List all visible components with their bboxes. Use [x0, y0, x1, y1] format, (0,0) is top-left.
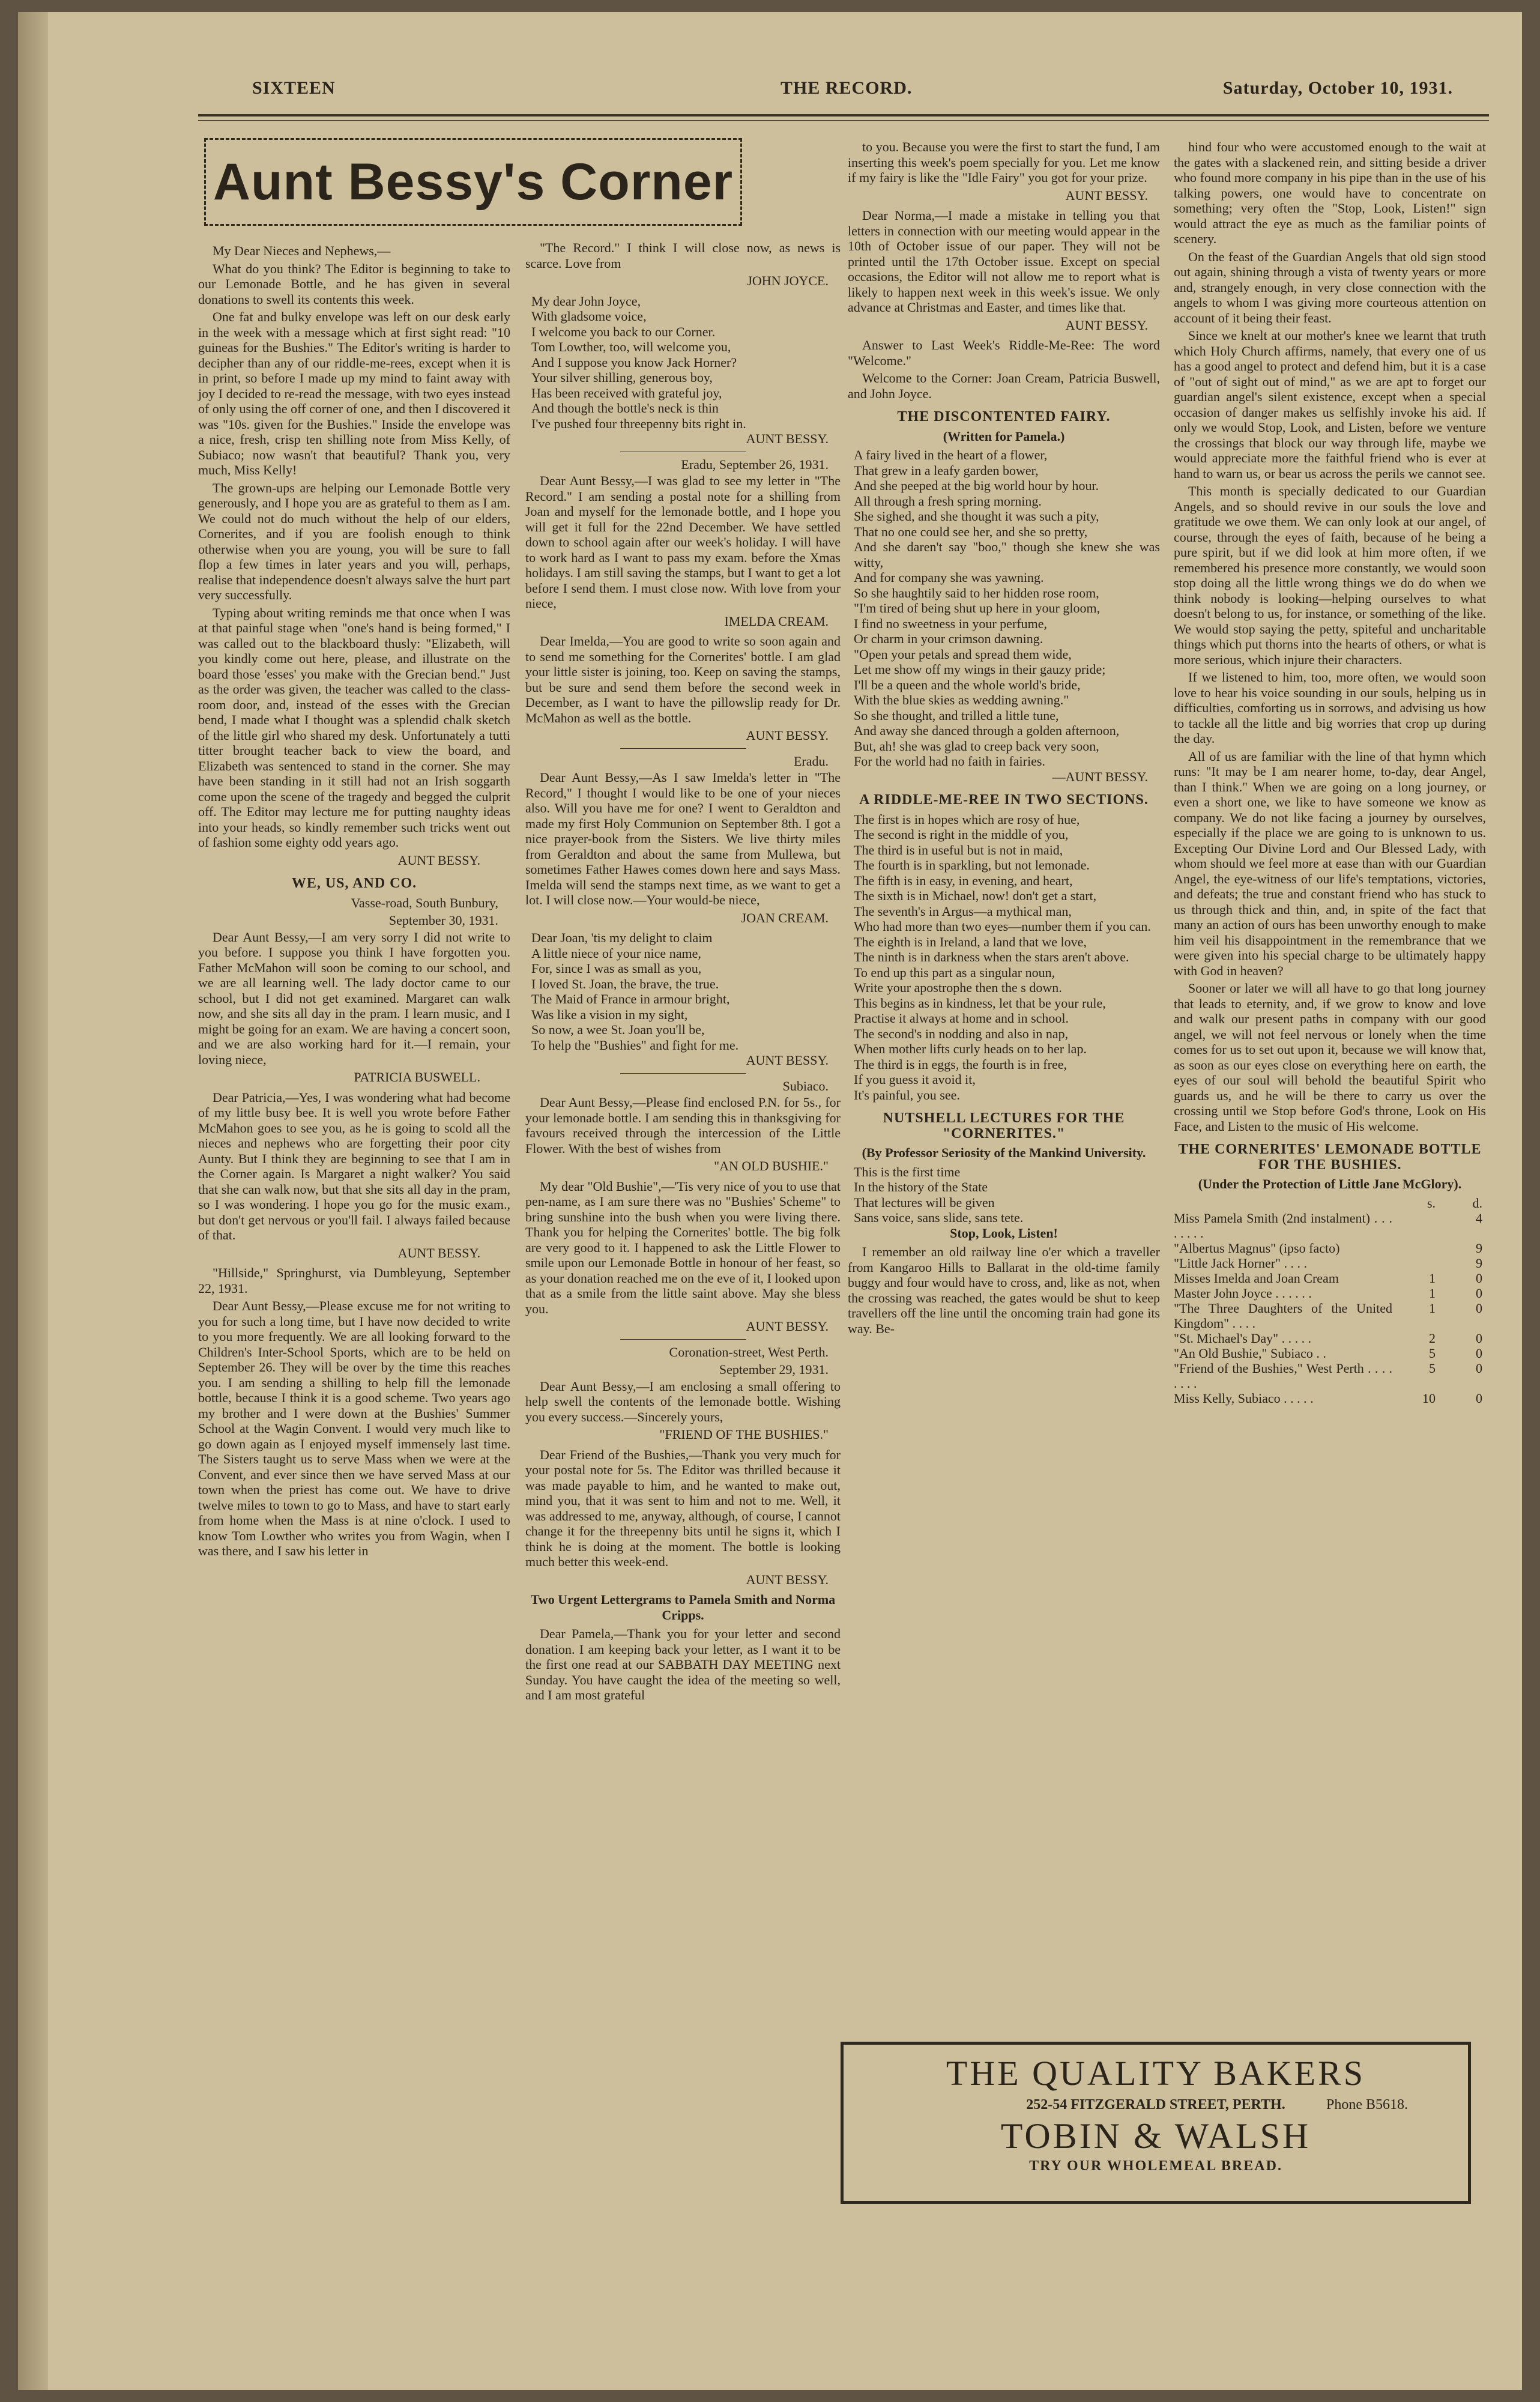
column-4 [1174, 139, 1486, 1406]
page-number: SIXTEEN [252, 78, 336, 98]
donation-row: Miss Pamela Smith (2nd instalment) . . . . . . . . 4 [1174, 1210, 1482, 1241]
ad-address-line [844, 2097, 1468, 2113]
donation-row: Master John Joyce . . . . . . 1 0 [1174, 1285, 1482, 1301]
verse-line: That no one could see her, and she so pretty, [854, 524, 1088, 539]
verse-line: That grew in a leafy garden bower, [854, 462, 1039, 478]
verse-line: Has been received with grateful joy, [531, 385, 722, 401]
lecture-byline: (By Professor Seriosity of the Mankind University. [862, 1145, 1146, 1160]
lecture-body: If we listened to him, too, more often, we would soon love to hear his voice sounding in our souls, helping us in difficulties, comforting us in sorrows, and advising us how to tackle all the little and big worries that crop up during the day. [1174, 670, 1486, 746]
signature: AUNT BESSY. [746, 1053, 829, 1068]
riddle-line: When mother lifts curly heads on to her lap. [854, 1041, 1087, 1056]
pence-header: d. [1472, 1195, 1482, 1211]
paragraph: One fat and bulky envelope was left on our desk early in the week with a message which at first sight read: "10 guineas for the Bushies." The Editor's writing is harder to decipher than any of our riddle-me-rees, except when it is in print, so before I made up my mind to faint away with joy I decided to re-read the message, with two eyes instead of only using the off corner of one, and then I discovered it was "10s. given for the Bushies." Inside the envelope was a nice, fresh, crisp ten shilling note from Miss Kelly, of Subiaco; now wasn't that beautiful? Thank you, very much, Miss Kelly! [198, 309, 510, 477]
riddle-line: The second's in nodding and also in nap, [854, 1026, 1069, 1041]
verse-line: All through a fresh spring morning. [854, 493, 1042, 509]
lecture-body: hind four who were accustomed enough to the wait at the gates with a slackened rein, and sitting beside a driver who found more company in his pipe than in the use of his talking powers, one would have to concentrate on something; very often the "Stop, Look, Listen!" sign would attract the eye as much as the familiar points of scenery. [1174, 139, 1486, 246]
verse-line: And for company she was yawning. [854, 570, 1044, 585]
riddle-line: The third is in useful but is not in maid, [854, 842, 1063, 858]
donation-header [1174, 1196, 1486, 1211]
verse-line: And she daren't say "boo," though she knew she was witty, [854, 539, 1160, 570]
lecture-body: Sooner or later we will all have to go that long journey that leads to eternity, and, if we grow to know and love and walk our present paths in company with our good angel, we will not feel nervous or lonely when the time comes for us to set out upon it, because we will know that, as soon as our eyes close on everything here on earth, the eyes of our soul will behold the beautiful Spirit who guards us, and he will be there to carry us over the crossing until we Stop before God's throne, Look on His Face, and Listen to the music of His welcome. [1174, 981, 1486, 1134]
signature: AUNT BESSY. [397, 1245, 480, 1260]
section-title-box [204, 138, 742, 226]
verse-line: Let me show off my wings in their gauzy pride; [854, 662, 1106, 677]
letter-body: Dear Aunt Bessy,—As I saw Imelda's letter in "The Record," I thought I would like to be one of your nieces also. Will you have me for one? I went to Geraldton and made my first Holy Communion on September 8th. I got a nice prayer-book from the Sisters. We live thirty miles from Geraldton and about the same from Mullewa, but sometimes Father Hawes comes down here and says Mass. Imelda will send the stamps next time, as we want to get a lot. I will close now.—Your would-be niece, [525, 770, 841, 907]
divider [620, 748, 746, 749]
verse-line: Your silver shilling, generous boy, [531, 370, 713, 385]
verse-line: In the history of the State [854, 1179, 988, 1194]
ad-headline: THE QUALITY BAKERS [946, 2054, 1366, 2093]
verse-line: I've pushed four threepenny bits right in. [531, 416, 746, 431]
verse-line: "I'm tired of being shut up here in your gloom, [854, 600, 1101, 616]
verse-line: I find no sweetness in your perfume, [854, 616, 1047, 631]
riddle-line: It's painful, you see. [854, 1087, 960, 1103]
reply-body: My dear "Old Bushie",—'Tis very nice of you to use that pen-name, as I am sure there was no "Bushies' Scheme" to bring sunshine into the bush when you were living there. Thank you for helping the Cornerites' bottle. The big folk are very good to it. I happened to ask the Little Flower to smile upon our Lemonade Bottle in honour of her feast, so as your donation reached me on the eve of it, I looked upon that as a smile from the little saint above. May she bless you. [525, 1178, 841, 1316]
divider [620, 1073, 746, 1074]
signature: IMELDA CREAM. [724, 613, 829, 629]
column-2 [525, 240, 841, 1705]
ad-tagline: TRY OUR WHOLEMEAL BREAD. [1029, 2158, 1282, 2174]
lecture-body: All of us are familiar with the line of that hymn which runs: "It may be I am nearer home, to-day, dear Angel, than I think." When we are going on a long journey, or even a short one, we like to have someone we know as company. We do not like facing a journey by ourselves, especially if the place we are going to is unknown to us. Excepting Our Divine Lord and Our Blessed Lady, with whom should we feel more at ease than with our Guardian Angel, the eye-witness of our life's temptations, victories, and defeats; the true and constant friend who has stuck to us through thick and thin, and, in spite of the fact that many an action of ours has been unworthy enough to make him veil his disappointment in the remembrance that we were given into his special charge to be ultimately happy with God in heaven? [1174, 748, 1486, 978]
verse-line: The Maid of France in armour bright, [531, 991, 730, 1006]
paper-name: THE RECORD. [781, 78, 913, 98]
letter-address: Eradu. [793, 753, 829, 769]
riddle-line: Who had more than two eyes—number them if you can. [854, 919, 1151, 934]
riddle-line: The ninth is in darkness when the stars aren't above. [854, 949, 1129, 964]
paragraph: The grown-ups are helping our Lemonade Bottle very generously, and I hope you are as grateful to them as I am. We could not do much without the help of our elders, Cornerites, and if you are foolish enough to think otherwise when you are young, you will be sure to fall flop a few times in later years and you will, perhaps, realise that independence doesn't always salve the hurt part very successfully. [198, 480, 510, 602]
bottle-heading: THE CORNERITES' LEMONADE BOTTLE FOR THE BUSHIES. [1178, 1142, 1482, 1173]
letter-address: Vasse-road, South Bunbury, [351, 895, 498, 910]
letter-address: Eradu, September 26, 1931. [681, 456, 829, 472]
riddle-line: The sixth is in Michael, now! don't get a start, [854, 888, 1097, 903]
poem-dedication: (Written for Pamela.) [943, 428, 1065, 444]
riddle-title: A RIDDLE-ME-REE IN TWO SECTIONS. [859, 792, 1149, 808]
verse-line: I loved St. Joan, the brave, the true. [531, 976, 719, 991]
section-title: Aunt Bessy's Corner [213, 153, 734, 211]
verse-line: So she haughtily said to her hidden rose room, [854, 585, 1099, 600]
donation-row: "Friend of the Bushies," West Perth . . . . . . . . 5 0 [1174, 1360, 1482, 1391]
donation-row: "The Three Daughters of the United Kingdom" . . . . 1 0 [1174, 1300, 1482, 1331]
donation-row: Misses Imelda and Joan Cream 1 0 [1174, 1270, 1482, 1286]
reply-body: Dear Patricia,—Yes, I was wondering what had become of my little busy bee. It is well you wrote before Father McMahon goes to see you, as he is going to scold all the nieces and nephews who are forgetting their poor city Aunty. But I think they are beginning to see that I am in the Corner again. Is Margaret a night walker? You said that she can walk now, but that she sits all day in the pram, so I was wondering. I hope you go for the music exam., but don't get nervous or you'll fail. I always failed because of that. [198, 1089, 510, 1242]
signature: AUNT BESSY. [1065, 317, 1148, 333]
riddle-line: The fourth is in sparkling, but not lemonade. [854, 858, 1090, 873]
verse-line: And away she danced through a golden afternoon, [854, 723, 1120, 738]
subheading: Two Urgent Lettergrams to Pamela Smith and Norma Cripps. [530, 1592, 836, 1623]
verse-line: To help the "Bushies" and fight for me. [531, 1037, 739, 1053]
verse-line: And though the bottle's neck is thin [531, 401, 719, 416]
verse-line: A fairy lived in the heart of a flower, [854, 447, 1048, 462]
verse-line: That lectures will be given [854, 1194, 995, 1210]
verse-line: And I suppose you know Jack Horner? [531, 354, 737, 370]
welcome-note: Welcome to the Corner: Joan Cream, Patricia Buswell, and John Joyce. [848, 371, 1160, 401]
letter-body: "The Record." I think I will close now, as news is scarce. Love from [525, 240, 841, 271]
donation-list [1174, 1196, 1486, 1406]
lecture-body: I remember an old railway line o'er which a traveller from Kangaroo Hills to Ballarat in the old-time family buggy and four would have to cross, and, like as not, when the crossing was reached, the gates would be shut to keep travellers off the line until the oncoming train had gone its way. Be- [848, 1244, 1160, 1336]
bottle-subheading: (Under the Protection of Little Jane McGlory). [1198, 1176, 1462, 1191]
letter-date: September 30, 1931. [388, 913, 498, 928]
verse-line: My dear John Joyce, [531, 293, 641, 309]
poem-title: THE DISCONTENTED FAIRY. [897, 409, 1111, 425]
signature: AUNT BESSY. [746, 1572, 829, 1587]
riddle-answer: Answer to Last Week's Riddle-Me-Ree: The word "Welcome." [848, 337, 1160, 368]
signature: AUNT BESSY. [746, 1319, 829, 1334]
verse-line: Sans voice, sans slide, sans tete. [854, 1210, 1024, 1225]
signature: PATRICIA BUSWELL. [354, 1069, 480, 1085]
letter-body: Dear Aunt Bessy,—I was glad to see my letter in "The Record." I am sending a postal note for a shilling from Joan and myself for the lemonade bottle, and I hope you will get it full for the 22nd December. We have settled down to school again after our week's holiday. I will have to work hard as I want to pass my exam. before the Xmas holidays. I am still saving the stamps, but I want to get a lot before I send them. I must close now. With love from your niece, [525, 473, 841, 611]
riddle-line: If you guess it avoid it, [854, 1072, 976, 1087]
verse-line: For the world had no faith in fairies. [854, 754, 1045, 769]
bakery-advertisement [841, 2042, 1471, 2204]
riddle-line: The eighth is in Ireland, a land that we love, [854, 934, 1087, 949]
verse-line: And she peeped at the big world hour by hour. [854, 478, 1099, 493]
running-head [252, 78, 1453, 108]
reply-body: Dear Imelda,—You are good to write so soon again and to send me something for the Cornerites' bottle. I am glad your little sister is joining, too. Keep on saving the stamps, but be sure and send them before the second week in December, as I want to have the pillowslip ready for Dr. McMahon as well as the bottle. [525, 634, 841, 725]
signature: "AN OLD BUSHIE." [714, 1158, 829, 1173]
riddle-line: This begins as in kindness, let that be your rule, [854, 995, 1106, 1011]
lecture-body: Since we knelt at our mother's knee we learnt that truth which Holy Church affirms, namely, that every one of us has a good angel to protect and defend him, but it is a case of "out of sight out of mind," as we are apt to forget our guardian angel's silent existence, except when a special occasion of danger makes us selfishly invoke his aid. If only we would Stop, Look, and Listen, before we venture the crossings that block our way through life, maybe we would appreciate more the faithful friend who is ever at hand to warn us, or bear us across the perils we cannot see. [1174, 328, 1486, 481]
letter-body: Dear Aunt Bessy,—Please find enclosed P.N. for 5s., for your lemonade bottle. I am sending this in thanksgiving for favours received through the intercession of the Little Flower. With the best of wishes from [525, 1095, 841, 1156]
verse-line: This is the first time [854, 1164, 961, 1179]
verse-line: But, ah! she was glad to creep back very soon, [854, 738, 1099, 754]
column-3 [848, 139, 1160, 1339]
ad-address: 252-54 FITZGERALD STREET, PERTH. [1026, 2097, 1285, 2113]
verse-line: I welcome you back to our Corner. [531, 324, 716, 339]
paragraph: Typing about writing reminds me that once when I was at that painful stage when "one's hand is being formed," I was called out to the blackboard thusly: "Elizabeth, will you kindly come out here, please, and illustrate on the board those 'esses' you make with the Grecian bend." Just as the order was given, the teacher was called to the class-room door, and, instead of the esses with the Grecian bend, I made what I thought was a splendid chalk sketch of the little girl who shared my desk. Unfortunately a tutti titter brought teacher back to view the board, and Elizabeth was sentenced to stand in the corner. She may have been standing in it still had not an Irish soggarth come upon the scene of the tragedy and begged the culprit off. The Editor may lecture me for putting naughty ideas into your heads, so kindly remember such tricks went out of fashion some eighty odd years ago. [198, 605, 510, 850]
signature: "FRIEND OF THE BUSHIES." [659, 1427, 829, 1442]
verse-line: Dear Joan, 'tis my delight to claim [531, 930, 713, 945]
letter-address: Coronation-street, West Perth. [669, 1344, 829, 1360]
signature: —AUNT BESSY. [1052, 769, 1148, 784]
issue-date: Saturday, October 10, 1931. [1222, 78, 1453, 98]
lecture-body: This month is specially dedicated to our Guardian Angels, and so should revive in our souls the love and gratitude we owe them. We can only look at our angel, of course, through the eyes of faith, because of he being a pure spirit, but if we did look at him more often, if we remembered his presence more constantly, we would soon stop doing all the little wrong things we do do when we think nobody is looking—helping ourselves to what doesn't belong to us, for instance, or something of the like. We would stop saying the petty, spiteful and uncharitable things which put thorns into the hearts of others, or what is more serious, which injure their characters. [1174, 483, 1486, 667]
riddle-line: Practise it always at home and in school. [854, 1011, 1069, 1026]
verse-line: She sighed, and she thought it was such a pity, [854, 509, 1099, 524]
divider [620, 1339, 746, 1340]
verse-line: Tom Lowther, too, will welcome you, [531, 339, 731, 354]
page-binding [18, 12, 48, 2390]
header-rule-thin [198, 120, 1489, 121]
signature: AUNT BESSY. [746, 728, 829, 743]
verse-line: Or charm in your crimson dawning. [854, 631, 1043, 646]
header-rule [198, 114, 1489, 116]
verse-line: I'll be a queen and the whole world's bride, [854, 677, 1081, 692]
verse-line: For, since I was as small as you, [531, 961, 702, 976]
letter-body: Dear Aunt Bessy,—Please excuse me for not writing to you for such a long time, but I have now decided to write to you more frequently. We are all looking forward to the Children's Inter-School Sports, which are to be held on September 26. They will be over by the time this reaches you. I am sending a shilling to help fill the lemonade bottle, because I think it is a good scheme. Two years ago my brother and I were down at the Bushies' Summer School at the Wagin Convent. I would very much like to go down again as I enjoyed myself immensely last time. The Sisters taught us to serve Mass when we were at the Convent, and ever since then we have served Mass at our town when the priest has come out. We have to drive twelve miles to town to go to Mass, and have to start early from home when the Mass is at nine o'clock. I used to know Tom Lowther who writes you from Wagin, when I was there, and I saw his letter in [198, 1298, 510, 1558]
letter-address: Subiaco. [782, 1078, 829, 1094]
riddle-line: Write your apostrophe then the s down. [854, 980, 1062, 995]
ad-business-name: TOBIN & WALSH [1000, 2116, 1311, 2156]
letter-body: Dear Pamela,—Thank you for your letter and second donation. I am keeping back your letter, as I want it to be the first one read at our SABBATH DAY MEETING next Sunday. You have caught the idea of the meeting so well, and I am most grateful [525, 1626, 841, 1702]
donation-row: "An Old Bushie," Subiaco . . 5 0 [1174, 1345, 1482, 1361]
riddle-line: To end up this part as a singular noun, [854, 964, 1055, 980]
lecture-heading: Stop, Look, Listen! [950, 1225, 1058, 1241]
signature: AUNT BESSY. [397, 852, 480, 868]
signature: JOAN CREAM. [741, 910, 829, 925]
signature: JOHN JOYCE. [747, 273, 829, 288]
verse-line: A little niece of your nice name, [531, 945, 701, 961]
lecture-title: NUTSHELL LECTURES FOR THE "CORNERITES." [883, 1110, 1125, 1142]
riddle-line: The second is right in the middle of you, [854, 827, 1069, 842]
verse-line: "Open your petals and spread them wide, [854, 646, 1072, 662]
lecture-body: On the feast of the Guardian Angels that old sign stood out again, shining through a vista of twenty years or more and, strangely enough, in very close connection with the angels to whom I was giving more courteous attention on account of it being their feast. [1174, 249, 1486, 325]
paragraph: What do you think? The Editor is beginning to take to our Lemonade Bottle, and he has given in several donations to swell its contents this week. [198, 261, 510, 307]
signature: AUNT BESSY. [746, 431, 829, 446]
letter-date: September 29, 1931. [719, 1362, 829, 1377]
donation-row: "St. Michael's Day" . . . . . 2 0 [1174, 1330, 1482, 1346]
donation-row: "Little Jack Horner" . . . . 9 [1174, 1255, 1482, 1271]
column-1 [198, 243, 510, 1561]
shillings-header: s. [1427, 1195, 1436, 1211]
verse-line: So she thought, and trilled a little tune, [854, 707, 1059, 723]
riddle-line: The first is in hopes which are rosy of hue, [854, 811, 1080, 827]
letter-body: Dear Aunt Bessy,—I am very sorry I did not write to you before. I suppose you think I have forgotten you. Father McMahon will soon be coming to our school, and we are all learning well. The lady doctor came to our school, but I did not get examined. Margaret can walk now, and she sits all day in the pram. I learn music, and I might be going for an exam. We are having a concert soon, and we are also working hard for it.—I remain, your loving niece, [198, 929, 510, 1067]
letter-address: "Hillside," Springhurst, via Dumbleyung, September 22, 1931. [198, 1265, 510, 1296]
letter-body: Dear Norma,—I made a mistake in telling you that letters in connection with our meeting would appear in the 10th of October issue of our paper. They will not be printed until the 17th October issue. Except on special occasions, the Editor will not allow me to report what is likely to happen next week in this week's issue. We only advance at Christmas and Easter, and times like that. [848, 208, 1160, 315]
donation-row: Miss Kelly, Subiaco . . . . . 10 0 [1174, 1390, 1482, 1406]
verse-line: With the blue skies as wedding awning." [854, 692, 1069, 707]
verse-line: With gladsome voice, [531, 309, 647, 324]
subheading: WE, US, AND CO. [291, 876, 417, 891]
signature: AUNT BESSY. [1065, 187, 1148, 203]
letter-body: Dear Aunt Bessy,—I am enclosing a small offering to help swell the contents of the lemonade bottle. Wishing you every success.—Sincerely yours, [525, 1378, 841, 1424]
donation-row: "Albertus Magnus" (ipso facto) 9 [1174, 1240, 1482, 1256]
riddle-line: The fifth is in easy, in evening, and heart, [854, 873, 1073, 888]
riddle-line: The third is in eggs, the fourth is in free, [854, 1056, 1067, 1072]
riddle-line: The seventh's in Argus—a mythical man, [854, 903, 1072, 919]
salutation: My Dear Nieces and Nephews,— [213, 243, 391, 258]
verse-line: Was like a vision in my sight, [531, 1006, 688, 1022]
verse-line: So now, a wee St. Joan you'll be, [531, 1022, 705, 1037]
reply-body: Dear Friend of the Bushies,—Thank you very much for your postal note for 5s. The Editor was thrilled because it was made payable to him, and he wanted to make out, mind you, that it was sent to him and not to me. Well, it was addressed to me, anyway, although, of course, I cannot change it for the threepenny bits until he signs it, which I think he is doing at the moment. The bottle is looking much better this week-end. [525, 1447, 841, 1569]
letter-body: to you. Because you were the first to start the fund, I am inserting this week's poem specially for you. Let me know if my fairy is like the "Idle Fairy" you got for your prize. [848, 139, 1160, 185]
ad-phone: Phone B5618. [1326, 2097, 1408, 2113]
